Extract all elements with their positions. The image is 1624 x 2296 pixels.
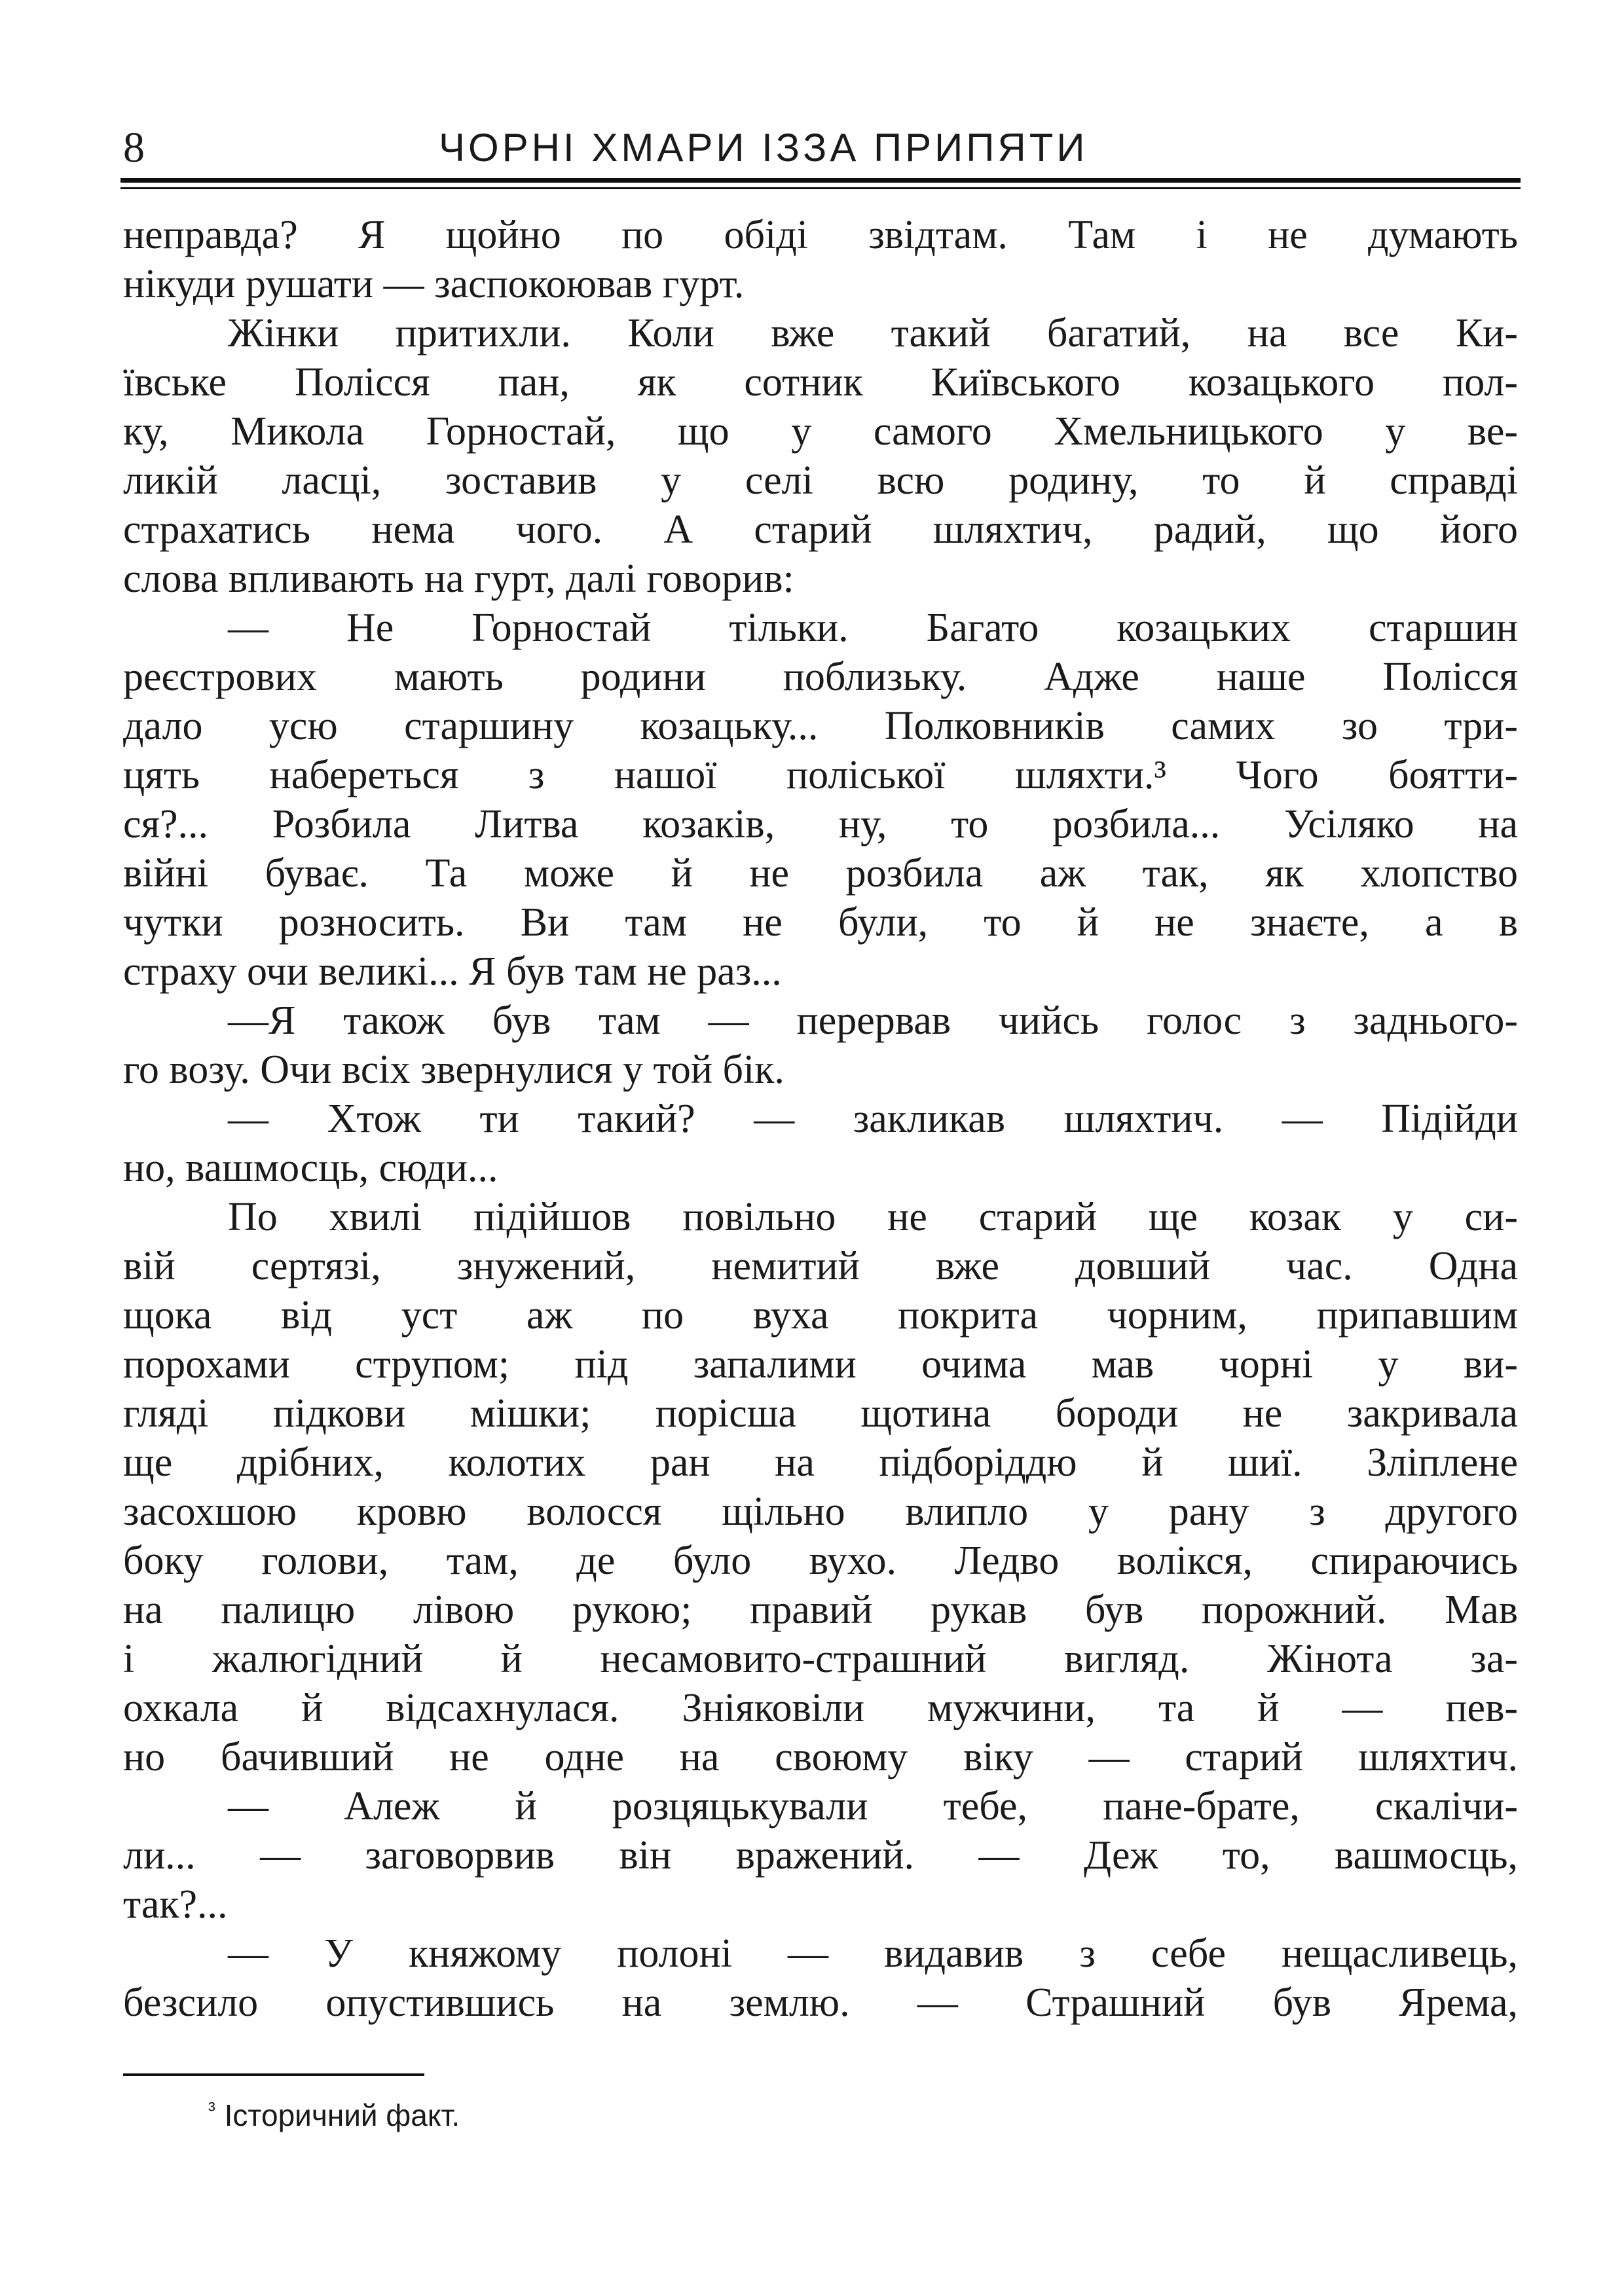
text-line: боку голови, там, де було вухо. Ледво волікся, спираючись [123,1539,1518,1583]
text-line: безсило опустившись на землю. — Страшний був Ярема, [123,1980,1518,2025]
text-line: нікуди рушати — заспокоював гурт. [123,262,745,306]
footnote-text: Історичний факт. [224,2098,460,2132]
text-line: цять набереться з нашої поліської шляхти.³ Чого боятти- [123,753,1518,797]
text-line: неправда? Я щойно по обіді звідтам. Там і не думають [123,213,1518,257]
text-line: — У княжому полоні — видавив з себе нещасливець, [228,1931,1518,1976]
text-line: ку, Микола Горностай, що у самого Хмельницького у ве- [123,409,1518,454]
text-line: реєстрових мають родини поблизьку. Адже наше Полісся [123,655,1518,699]
text-line: страхатись нема чого. А старий шляхтич, радий, що його [123,507,1518,552]
text-line: страху очи великі... Я був там не раз... [123,949,782,994]
text-line: но бачивший не одне на своюму віку — старий шляхтич. [123,1735,1518,1779]
text-line: По хвилі підійшов повільно не старий ще козак у си- [228,1195,1518,1239]
text-line: ще дрібних, колотих ран на підборіддю й шиї. Зліплене [123,1440,1518,1485]
text-line: ся?... Розбила Литва козаків, ну, то розбила... Усіляко на [123,802,1518,847]
header-rule-thin [120,187,1521,189]
text-line: охкала й відсахнулася. Зніяковіли мужчини, та й — пев- [123,1686,1518,1730]
footnote-marker: ³ [208,2098,215,2121]
page-header [123,122,1518,174]
header-rule-thick [120,178,1521,183]
footnote [208,2090,460,2135]
text-line: но, вашмосць, сюди... [123,1146,498,1190]
text-line: на палицю лівою рукою; правий рукав був порожний. Мав [123,1588,1518,1632]
text-line: слова впливають на гурт, далі говорив: [123,556,794,601]
text-line: вій сертязі, знужений, немитий вже довший час. Одна [123,1244,1518,1288]
text-line: і жалюгідний й несамовито-страшний вигляд. Жінота за- [123,1637,1518,1681]
text-line: Жінки притихли. Коли вже такий багатий, на все Ки- [228,311,1518,355]
text-line: так?... [123,1882,228,1927]
text-line: — Алеж й розцяцькували тебе, пане-брате, скалічи- [228,1784,1518,1829]
body-text [123,211,1518,2028]
text-line: війні буває. Та може й не розбила аж так, як хлопство [123,851,1518,896]
text-line: гляді підкови мішки; порісша щотина бороди не закривала [123,1391,1518,1436]
text-line: го возу. Очи всіх звернулися у той бік. [123,1048,784,1092]
page-number: 8 [123,124,145,172]
text-line: чутки розносить. Ви там не були, то й не знаєте, а в [123,900,1518,945]
text-line: щока від уст аж по вуха покрита чорним, припавшим [123,1293,1518,1338]
text-line: порохами струпом; під запалими очима мав чорні у ви- [123,1342,1518,1387]
text-line: ликій ласці, зоставив у селі всю родину, то й справді [123,458,1518,503]
running-title: ЧОРНІ ХМАРИ ІЗЗА ПРИПЯТИ [439,126,1088,170]
footnote-rule [123,2073,424,2076]
text-line: —Я також був там — перервав чийсь голос з заднього- [228,998,1518,1043]
text-line: дало усю старшину козацьку... Полковників самих зо три- [123,704,1518,748]
text-line: — Не Горностай тільки. Багато козацьких старшин [228,606,1518,650]
text-line: ли... — заговорвив він вражений. — Деж то, вашмосць, [123,1833,1518,1878]
text-line: — Хтож ти такий? — закликав шляхтич. — Підійди [228,1097,1518,1141]
text-line: ївське Полісся пан, як сотник Київського козацького пол- [123,360,1518,405]
text-line: засохшою кровю волосся щільно влипло у рану з другого [123,1489,1518,1534]
